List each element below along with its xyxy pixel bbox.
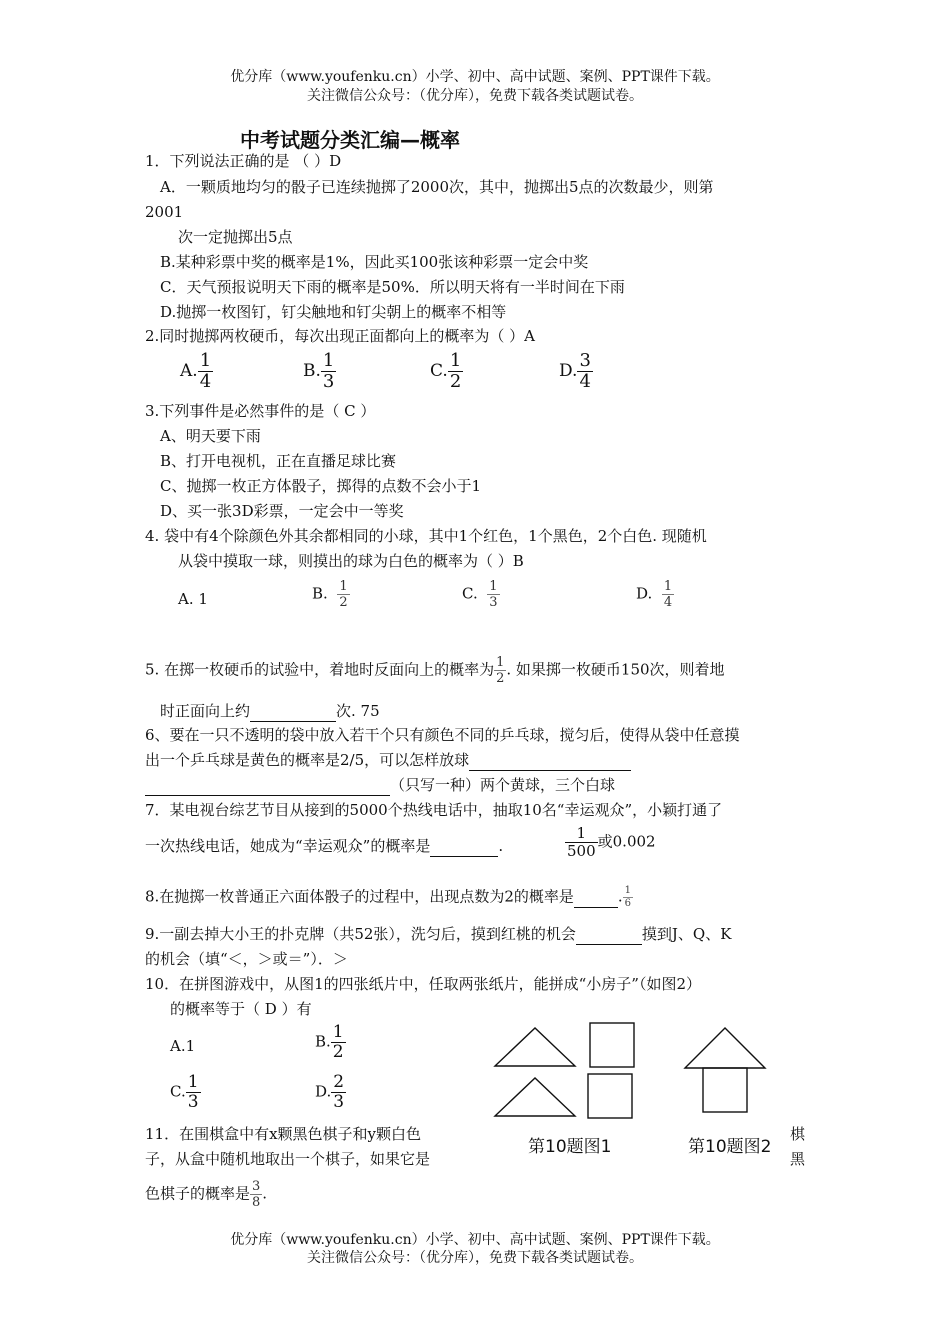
q11-stem: 11．在围棋盒中有x颗黑色棋子和y颗白色 [145,1125,422,1143]
q9-stem: 9.一副去掉大小王的扑克牌（共52张），洗匀后，摸到红桃的机会 摸到J、Q、K [145,925,732,943]
fig1-square-bottom [588,1074,632,1118]
q1-option-a: A．一颗质地均匀的骰子已连续抛掷了2000次，其中，抛掷出5点的次数最少，则第 [160,178,714,196]
q10-stem-cont: 的概率等于（ D ）有 [170,1000,312,1018]
q7-stem: 7．某电视台综艺节目从接到的5000个热线电话中，抽取10名“幸运观众”，小颖打通了 [145,801,723,819]
fig2-caption: 第10题图2 [688,1137,772,1157]
q3-option-d: D、买一张3D彩票，一定会中一等奖 [160,502,404,520]
q4-stem: 4. 袋中有4个除颜色外其余都相同的小球，其中1个红色，1个黑色，2个白色. 现随机 [145,527,707,545]
q7-answer: $\frac{1}{500}$ 或0.002 [567,824,656,860]
q6-stem: 6、要在一只不透明的袋中放入若干个只有颜色不同的乒乓球，搅匀后，使得从袋中任意摸 [145,726,740,744]
q1-option-d: D.抛掷一枚图钉，钉尖触地和钉尖朝上的概率不相等 [160,303,507,321]
fig1-triangle-top [495,1028,575,1066]
q10-option-d: D. $\frac{2}{3}$ [315,1072,345,1112]
q4-option-c: C. $\frac{1}{3}$ [462,579,498,610]
fig2-wall [703,1068,747,1112]
q10-option-b: B. $\frac{1}{2}$ [315,1022,344,1062]
q5-stem: 5. 在掷一枚硬币的试验中，着地时反面向上的概率为 $\frac{1}{2}$ . 如果掷一枚硬币150次，则着地 [145,655,725,686]
q2-option-d: D. $\frac{3}{4}$ [559,350,591,392]
q10-option-c: C. $\frac{1}{3}$ [170,1072,199,1112]
q1-option-a-cont: 2001 [145,203,184,221]
q7-line-2: 一次热线电话，她成为“幸运观众”的概率是 . [145,837,504,855]
q2-option-b: B. $\frac{1}{3}$ [303,350,335,392]
footer-line-2: 关注微信公众号：（优分库），免费下载各类试题试卷。 [307,1250,643,1266]
q10-figures [490,1018,780,1128]
fig1-triangle-bottom [495,1078,575,1116]
footer-line-1: 优分库（www.youfenku.cn）小学、初中、高中试题、案例、PPT课件下载。 [230,1232,720,1248]
q4-stem-cont: 从袋中摸取一球，则摸出的球为白色的概率为（ ）B [178,552,524,570]
q2-option-a: A. $\frac{1}{4}$ [180,350,212,392]
q10-stem: 10．在拼图游戏中，从图1的四张纸片中，任取两张纸片，能拼成“小房子”（如图2） [145,975,702,993]
fig1-caption: 第10题图1 [528,1137,612,1157]
q2-option-c: C. $\frac{1}{2}$ [430,350,462,392]
q1-option-b: B.某种彩票中奖的概率是1%，因此买100张该种彩票一定会中奖 [160,253,589,271]
fig1-square-top [590,1023,634,1067]
q3-stem: 3.下列事件是必然事件的是（ C ） [145,402,376,420]
q11-side-2: 黑 [790,1150,806,1168]
q4-option-a: A. 1 [178,590,208,608]
q9-line-2: 的机会（填“＜，＞或＝”）．＞ [145,950,348,968]
q11-line-2: 子，从盒中随机地取出一个棋子，如果它是 [145,1150,431,1168]
q10-option-a: A.1 [170,1037,196,1055]
q1-option-c: C．天气预报说明天下雨的概率是50%．所以明天将有一半时间在下雨 [160,278,625,296]
q11-side-1: 棋 [790,1125,806,1143]
q2-stem: 2.同时抛掷两枚硬币，每次出现正面都向上的概率为（ ）A [145,327,535,345]
q3-option-a: A、明天要下雨 [160,427,261,445]
fig2-roof [685,1028,765,1068]
q6-line-3: （只写一种）两个黄球，三个白球 [145,775,615,796]
q3-option-c: C、抛掷一枚正方体骰子，掷得的点数不会小于1 [160,477,482,495]
page-title: 中考试题分类汇编—概率 [240,128,460,152]
q4-option-b: B. $\frac{1}{2}$ [312,579,348,610]
header-line-1: 优分库（www.youfenku.cn）小学、初中、高中试题、案例、PPT课件下载。 [230,69,720,85]
header-line-2: 关注微信公众号：（优分库），免费下载各类试题试卷。 [307,88,643,104]
q11-line-3: 色棋子的概率是 $\frac{3}{8}$ . [145,1179,268,1210]
q1-stem: 1．下列说法正确的是 （ ）D [145,152,342,170]
q3-option-b: B、打开电视机，正在直播足球比赛 [160,452,397,470]
q1-option-a-cont2: 次一定抛掷出5点 [178,228,293,246]
q5-line-2: 时正面向上约 次. 75 [160,702,380,720]
q4-option-d: D. $\frac{1}{4}$ [636,579,673,610]
q6-line-2: 出一个乒乓球是黄色的概率是2/5，可以怎样放球 [145,750,631,771]
q8-stem: 8.在抛掷一枚普通正六面体骰子的过程中，出现点数为2的概率是 . $\frac{1}{6}$ [145,885,632,909]
